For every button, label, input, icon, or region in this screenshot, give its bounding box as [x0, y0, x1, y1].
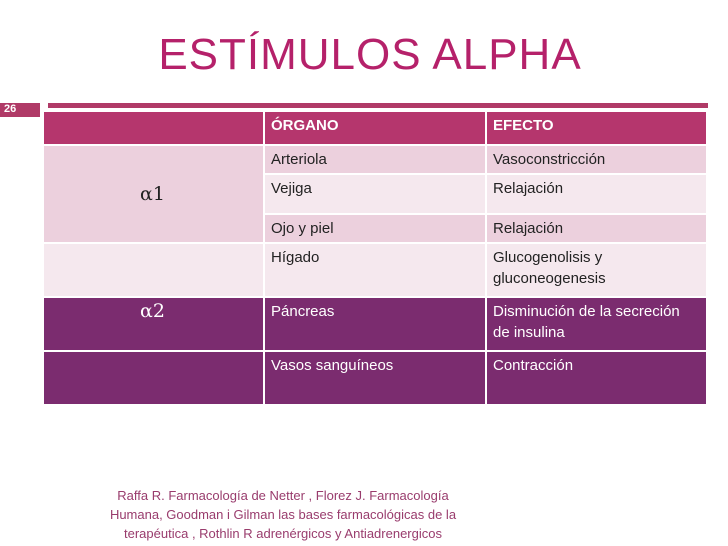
alpha-stimuli-table [42, 110, 708, 406]
organ-cell: Vejiga [264, 174, 486, 214]
header-receptor [43, 111, 264, 145]
effect-cell: Glucogenolisis y gluconeogenesis [486, 243, 707, 297]
receptor-alpha2: α2 [43, 297, 264, 351]
table-row [43, 297, 707, 351]
effect-cell: Relajación [486, 174, 707, 214]
table-row [43, 351, 707, 405]
slide-number: 26 [4, 103, 17, 115]
table-header-row [43, 111, 707, 145]
effect-cell: Contracción [486, 351, 707, 405]
effect-cell: Disminución de la secreción de insulina [486, 297, 707, 351]
slide-title: ESTÍMULOS ALPHA [158, 30, 582, 79]
effect-cell: Relajación [486, 214, 707, 243]
receptor-alpha1: α1 [43, 145, 264, 243]
header-effect: EFECTO [486, 111, 707, 145]
table-row [43, 145, 707, 174]
empty-receptor-cell [43, 243, 264, 297]
organ-cell: Ojo y piel [264, 214, 486, 243]
organ-cell: Hígado [264, 243, 486, 297]
title-divider [48, 103, 708, 108]
organ-cell: Arteriola [264, 145, 486, 174]
organ-cell: Páncreas [264, 297, 486, 351]
effect-cell: Vasoconstricción [486, 145, 707, 174]
table-row [43, 243, 707, 297]
organ-cell: Vasos sanguíneos [264, 351, 486, 405]
reference-footer: Raffa R. Farmacología de Netter , Florez J. Farmacología Humana, Goodman i Gilman las bases farmacológicas de la terapéutica , Rothlin R adrenérgicos y Antiadrenergicos [109, 488, 457, 541]
empty-receptor-cell [43, 351, 264, 405]
header-organ: ÓRGANO [264, 111, 486, 145]
